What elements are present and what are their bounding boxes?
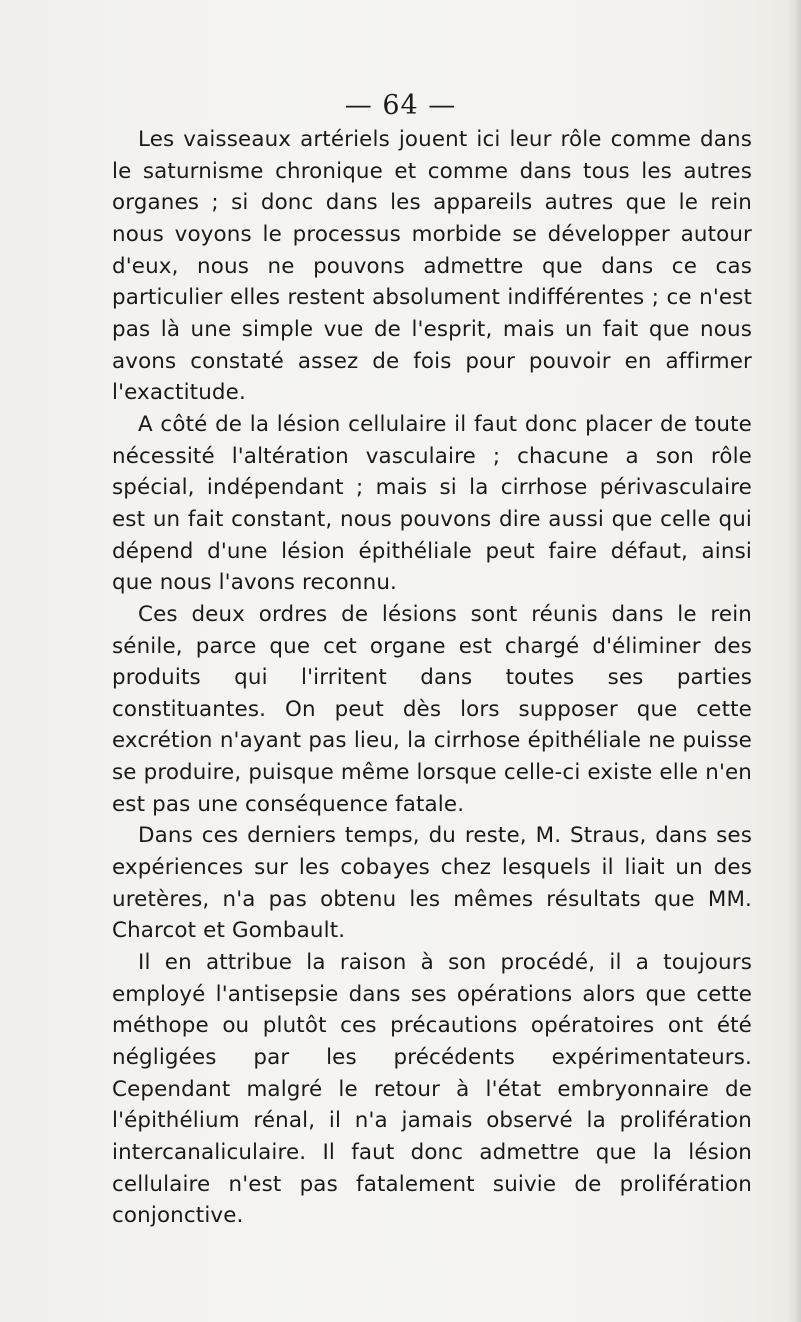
page-number: — 64 — [344, 90, 457, 121]
paragraph-straus: Dans ces derniers temps, du reste, M. Straus, dans ses expériences sur les cobayes chez lesquels il liait un des uretères, n'a pas obtenu les mêmes résultats que MM. Charcot et Gombault. [112, 823, 752, 944]
paragraph-vaisseaux: Les vaisseaux artériels jouent ici leur rôle comme dans le saturnisme chronique et comme dans tous les autres organes ; si donc dans les appareils autres que le rein nous voyons le processus morbide se développer autour d'eux, nous ne pouvons admettre que dans ce cas particulier elles restent absolument indifférentes ; ce n'est pas là une simple vue de l'esprit, mais un fait que nous avons constaté assez de fois pour pouvoir en affirmer l'exactitude. [112, 127, 752, 406]
paragraph-rein-senile: Ces deux ordres de lésions sont réunis dans le rein sénile, parce que cet organe est chargé d'éliminer des produits qui l'irritent dans toutes ses parties constituantes. On peut dès lors supposer que cette excrétion n'ayant pas lieu, la cirrhose épithéliale ne puisse se produire, puisque même lorsque celle-ci existe elle n'en est pas une conséquence fatale. [112, 601, 752, 817]
paragraph-antisepsie: Il en attribue la raison à son procédé, il a toujours employé l'antisepsie dans ses opérations alors que cette méthope ou plutôt ces précautions opératoires ont été négligées par les précédents expérimentateurs. Cependant malgré le retour à l'état embryonnaire de l'épithélium rénal, il n'a jamais observé la prolifération intercanaliculaire. Il faut donc admettre que la lésion cellulaire n'est pas fatalement suivie de prolifération conjonctive. [112, 950, 752, 1229]
body-text [112, 124, 752, 1232]
paragraph-lesion-cellulaire: A côté de la lésion cellulaire il faut donc placer de toute nécessité l'altération vasculaire ; chacune a son rôle spécial, indépendant ; mais si la cirrhose périvasculaire est un fait constant, nous pouvons dire aussi que celle qui dépend d'une lésion épithéliale peut faire défaut, ainsi que nous l'avons reconnu. [112, 411, 752, 596]
page-edge-shadow [787, 0, 801, 1322]
